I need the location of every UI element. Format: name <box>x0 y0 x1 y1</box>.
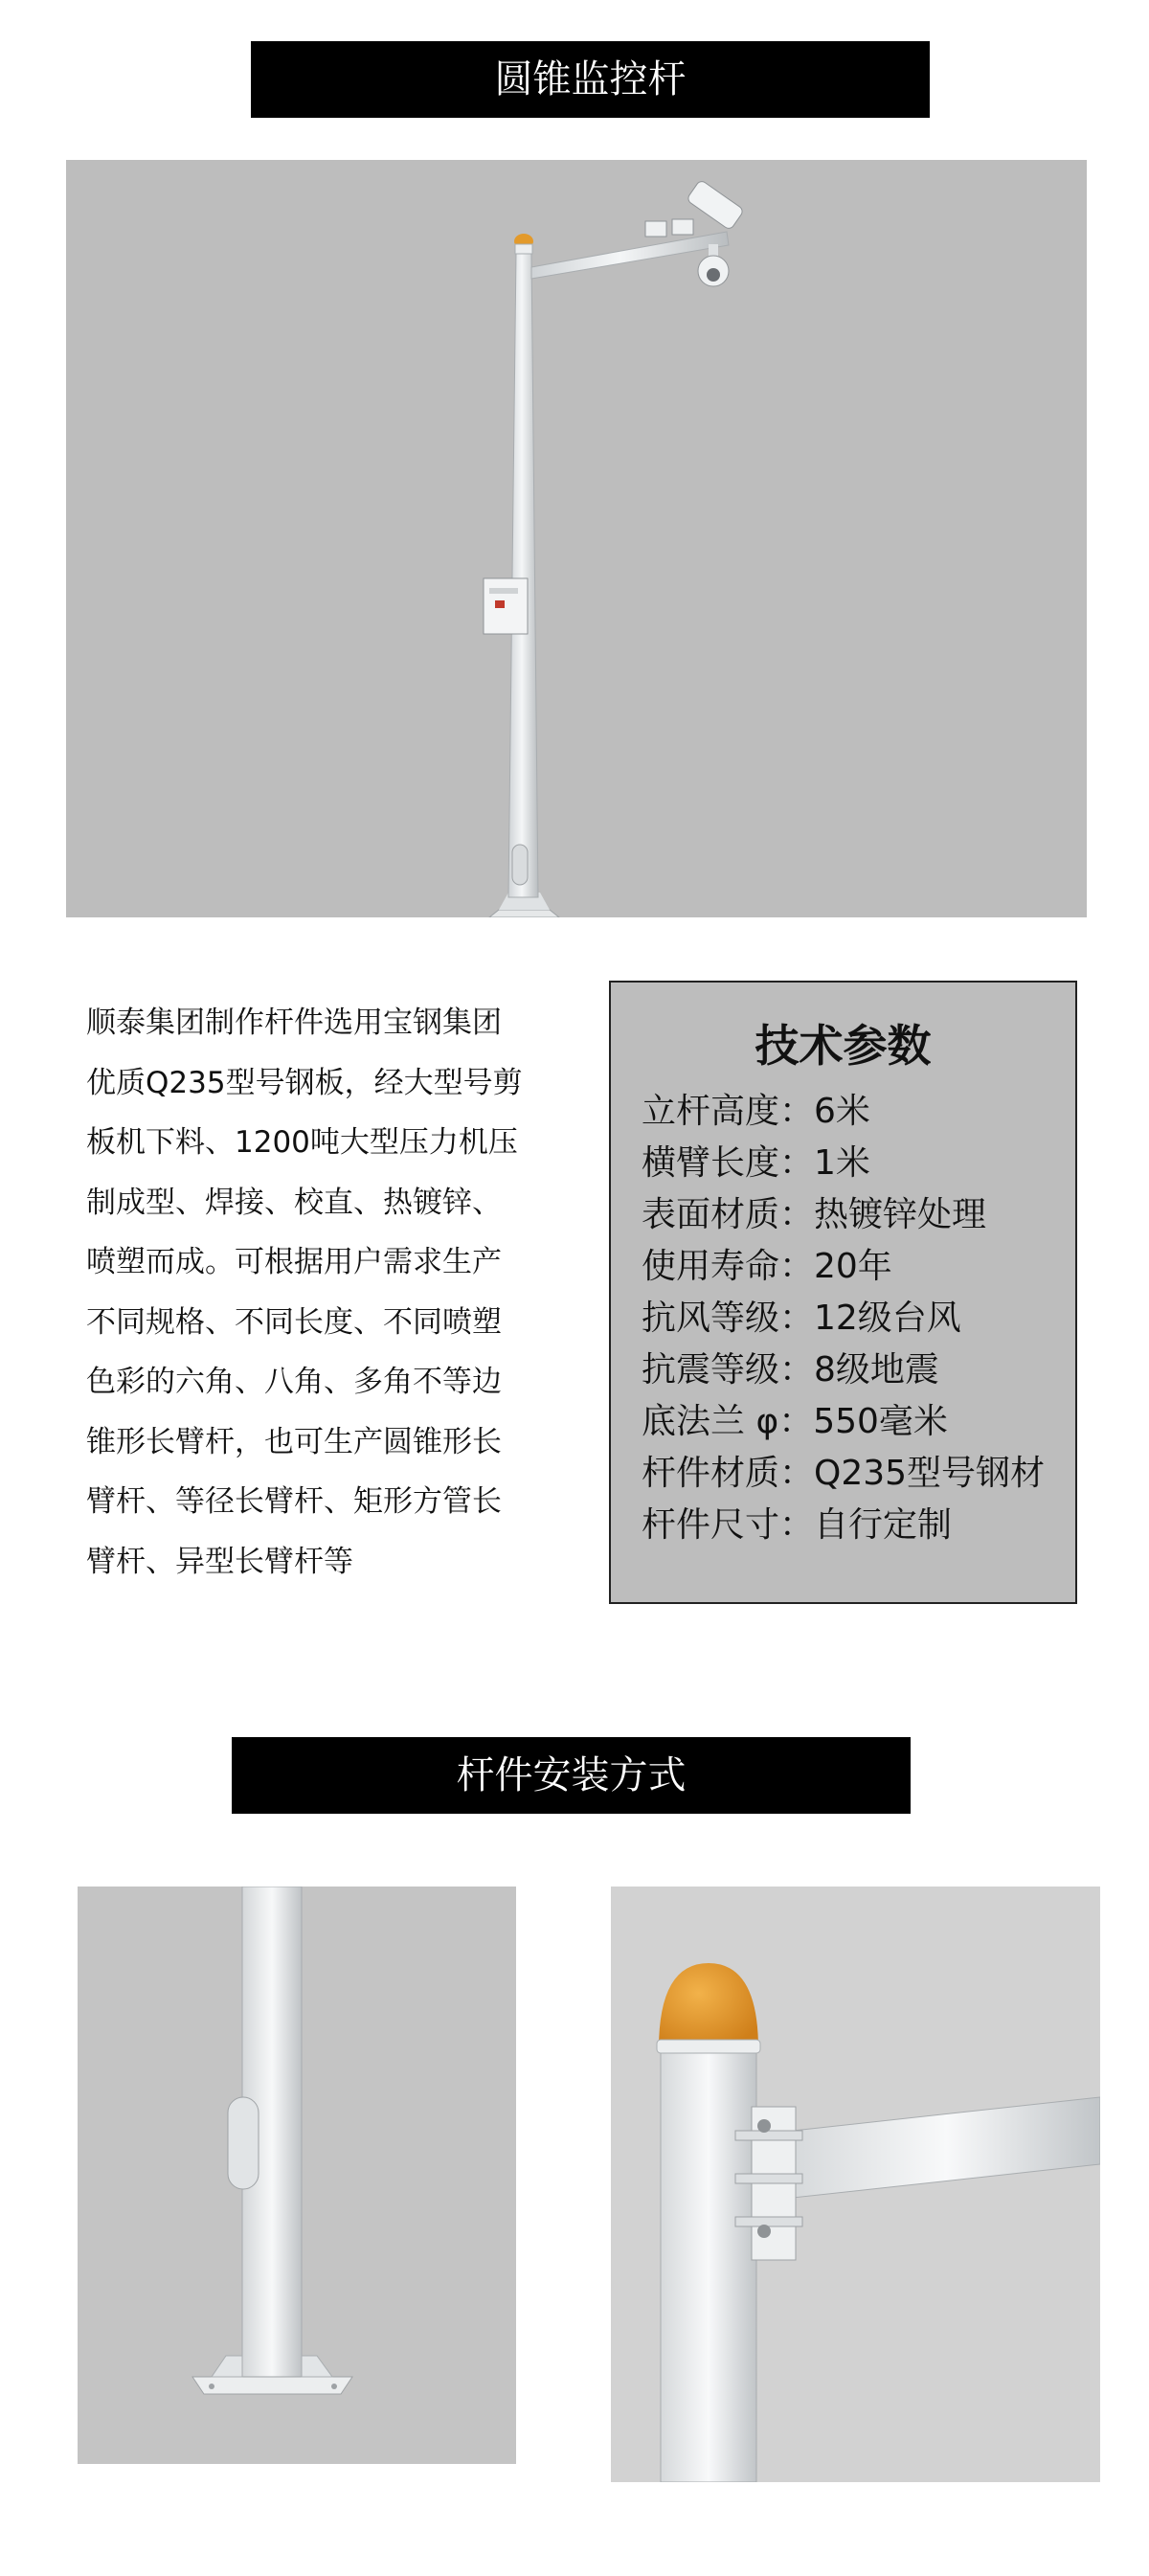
section-title-banner <box>232 1737 911 1814</box>
spec-item: 表面材质：热镀锌处理 <box>642 1195 987 1234</box>
description-line: 不同规格、不同长度、不同喷塑 <box>86 1304 502 1340</box>
section-title: 圆锥监控杆 <box>494 57 687 102</box>
description-line: 板机下料、1200吨大型压力机压 <box>86 1125 518 1160</box>
spec-item: 使用寿命：20年 <box>642 1247 892 1286</box>
tech-specs-title: 技术参数 <box>755 1020 932 1072</box>
description-line: 喷塑而成。可根据用户需求生产 <box>86 1245 502 1279</box>
section-title: 杆件安装方式 <box>456 1753 687 1797</box>
spec-item: 底法兰 φ：550毫米 <box>642 1402 948 1441</box>
description-line: 顺泰集团制作杆件选用宝钢集团 <box>86 1006 502 1040</box>
spec-item: 杆件材质：Q235型号钢材 <box>642 1454 1046 1493</box>
description-line: 臂杆、异型长臂杆等 <box>86 1544 353 1579</box>
description-line: 色彩的六角、八角、多角不等边 <box>86 1365 502 1399</box>
description-line: 锥形长臂杆，也可生产圆锥形长 <box>86 1424 502 1459</box>
description-line: 臂杆、等径长臂杆、矩形方管长 <box>86 1484 502 1519</box>
spec-item: 抗风等级：12级台风 <box>642 1299 961 1338</box>
pole-product-photo <box>66 160 1087 917</box>
product-description <box>86 993 574 1592</box>
spec-item: 立杆高度：6米 <box>642 1092 870 1131</box>
description-line: 优质Q235型号钢板，经大型号剪 <box>86 1065 523 1100</box>
pole-base-photo <box>78 1887 516 2464</box>
pole-top-bracket-photo <box>611 1887 1100 2482</box>
spec-item: 杆件尺寸：自行定制 <box>642 1505 953 1545</box>
section-title-banner <box>251 41 930 118</box>
description-line: 制成型、焊接、校直、热镀锌、 <box>86 1185 502 1220</box>
tech-specs-panel <box>609 981 1077 1604</box>
spec-item: 横臂长度：1米 <box>642 1143 870 1183</box>
tech-specs-list <box>642 1086 1045 1551</box>
spec-item: 抗震等级：8级地震 <box>642 1350 939 1390</box>
